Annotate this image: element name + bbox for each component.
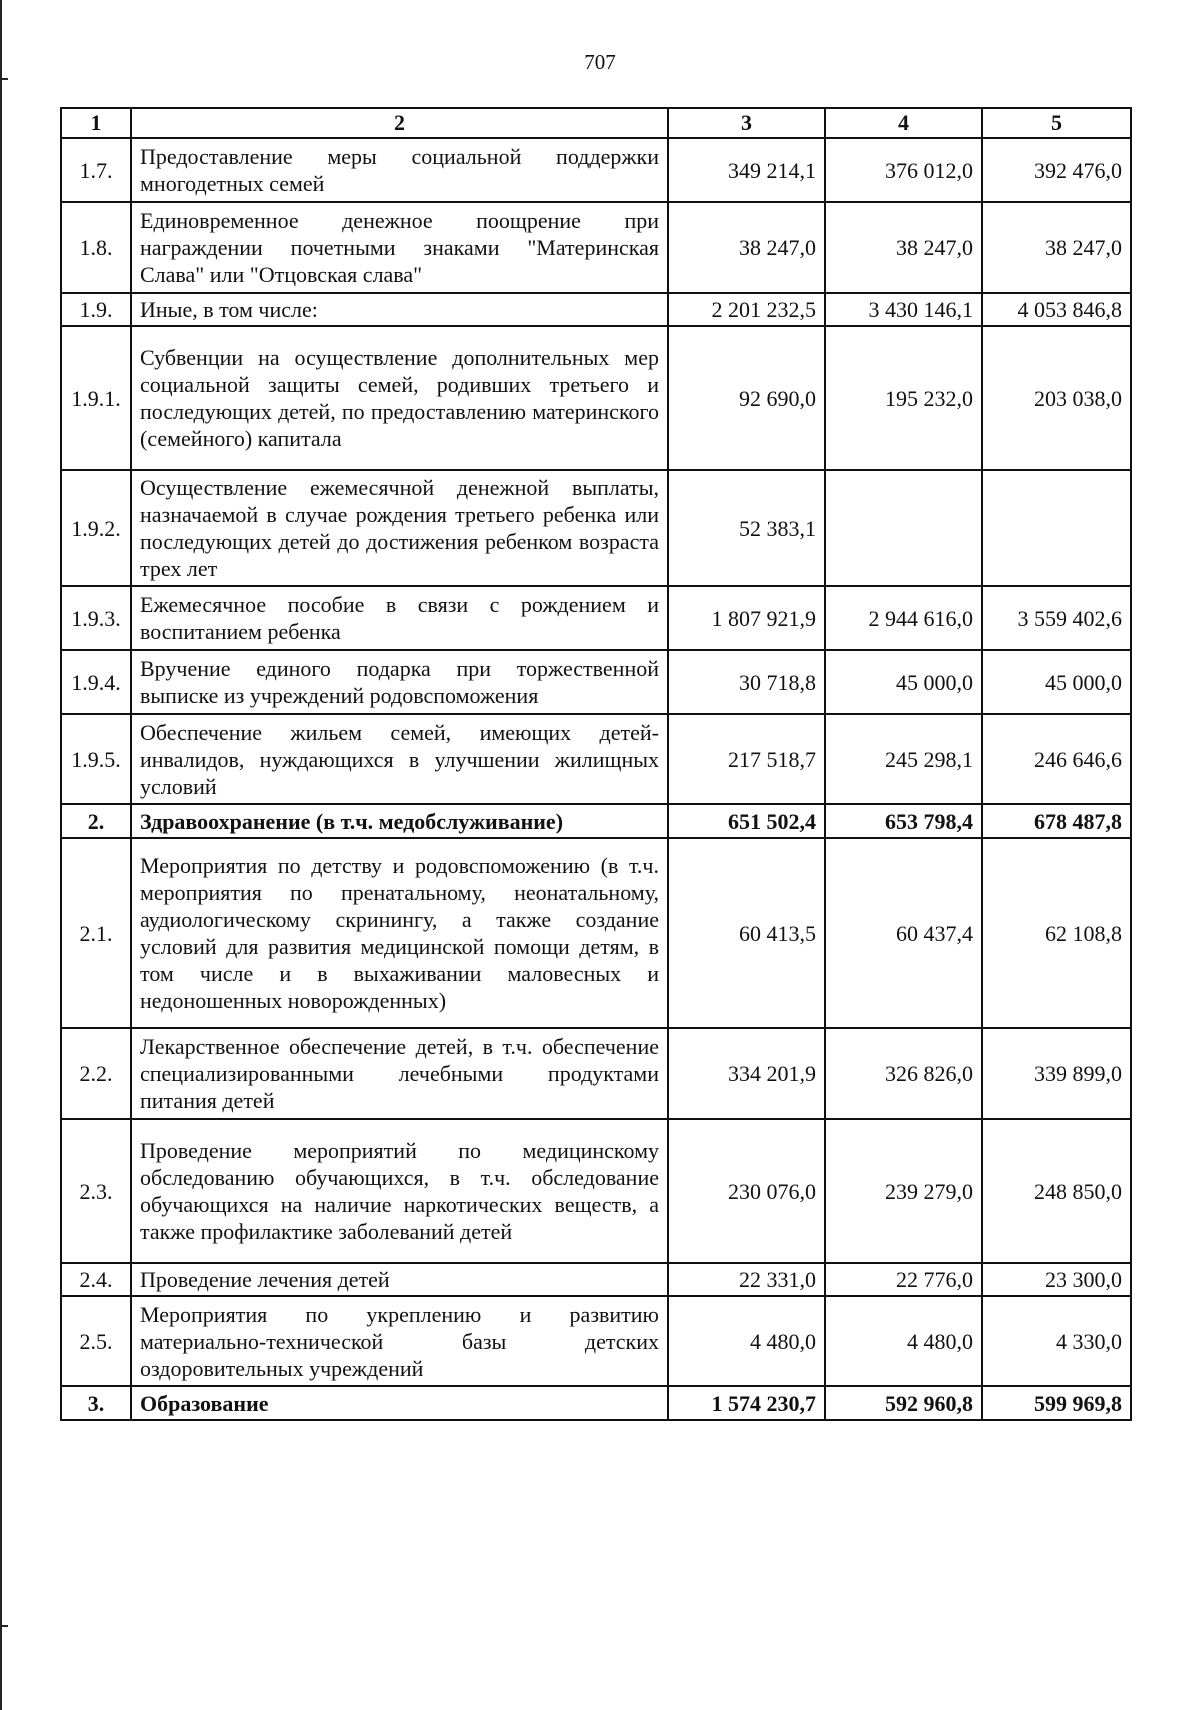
row-description: Единовременное денежное поощрение при награждении почетными знаками "Материнская Слава" или "Отцовская слава" xyxy=(131,202,668,293)
row-number: 1.8. xyxy=(61,202,131,293)
row-number: 2.2. xyxy=(61,1028,131,1119)
row-description: Проведение лечения детей xyxy=(131,1263,668,1296)
value-col-4: 2 944 616,0 xyxy=(825,586,982,650)
column-header: 1 xyxy=(61,108,131,138)
table-row xyxy=(61,838,1131,1028)
table-row xyxy=(61,1028,1131,1119)
table-row xyxy=(61,650,1131,714)
value-col-5: 23 300,0 xyxy=(982,1263,1131,1296)
value-col-3: 60 413,5 xyxy=(668,838,825,1028)
row-description: Обеспечение жильем семей, имеющих детей-инвалидов, нуждающихся в улучшении жилищных условий xyxy=(131,714,668,804)
row-number: 1.9.1. xyxy=(61,326,131,470)
value-col-4: 239 279,0 xyxy=(825,1119,982,1263)
value-col-4: 592 960,8 xyxy=(825,1386,982,1420)
value-col-4: 245 298,1 xyxy=(825,714,982,804)
row-number: 1.9.5. xyxy=(61,714,131,804)
row-number: 2.4. xyxy=(61,1263,131,1296)
table-row xyxy=(61,1386,1131,1420)
column-header: 4 xyxy=(825,108,982,138)
row-description: Образование xyxy=(131,1386,668,1420)
value-col-3: 1 574 230,7 xyxy=(668,1386,825,1420)
value-col-3: 230 076,0 xyxy=(668,1119,825,1263)
budget-table xyxy=(60,107,1132,1421)
value-col-4: 653 798,4 xyxy=(825,804,982,838)
column-header: 5 xyxy=(982,108,1131,138)
value-col-5 xyxy=(982,470,1131,586)
scan-edge xyxy=(0,0,2,1710)
table-row xyxy=(61,804,1131,838)
scan-mark xyxy=(0,1625,8,1627)
value-col-4 xyxy=(825,470,982,586)
value-col-3: 4 480,0 xyxy=(668,1296,825,1386)
value-col-5: 203 038,0 xyxy=(982,326,1131,470)
value-col-4: 22 776,0 xyxy=(825,1263,982,1296)
table-row xyxy=(61,470,1131,586)
row-description: Осуществление ежемесячной денежной выплаты, назначаемой в случае рождения третьего ребенка или последующих детей до достижения ребенком возраста трех лет xyxy=(131,470,668,586)
value-col-4: 195 232,0 xyxy=(825,326,982,470)
value-col-4: 326 826,0 xyxy=(825,1028,982,1119)
scan-mark xyxy=(0,78,8,80)
value-col-3: 1 807 921,9 xyxy=(668,586,825,650)
value-col-5: 678 487,8 xyxy=(982,804,1131,838)
value-col-3: 349 214,1 xyxy=(668,138,825,202)
row-description: Мероприятия по укреплению и развитию материально-технической базы детских оздоровительных учреждений xyxy=(131,1296,668,1386)
row-number: 2. xyxy=(61,804,131,838)
row-number: 2.5. xyxy=(61,1296,131,1386)
table-header-row xyxy=(61,108,1131,138)
row-description: Предоставление меры социальной поддержки многодетных семей xyxy=(131,138,668,202)
value-col-5: 38 247,0 xyxy=(982,202,1131,293)
table-row xyxy=(61,202,1131,293)
value-col-5: 4 053 846,8 xyxy=(982,293,1131,326)
table-row xyxy=(61,714,1131,804)
page-number: 707 xyxy=(584,50,616,74)
value-col-5: 3 559 402,6 xyxy=(982,586,1131,650)
value-col-3: 2 201 232,5 xyxy=(668,293,825,326)
table-row xyxy=(61,1296,1131,1386)
table-body xyxy=(61,108,1131,1420)
value-col-5: 599 969,8 xyxy=(982,1386,1131,1420)
value-col-3: 30 718,8 xyxy=(668,650,825,714)
row-description: Ежемесячное пособие в связи с рождением и воспитанием ребенка xyxy=(131,586,668,650)
row-number: 2.1. xyxy=(61,838,131,1028)
row-description: Иные, в том числе: xyxy=(131,293,668,326)
value-col-5: 339 899,0 xyxy=(982,1028,1131,1119)
value-col-3: 22 331,0 xyxy=(668,1263,825,1296)
table-row xyxy=(61,326,1131,470)
table-row xyxy=(61,1119,1131,1263)
table-row xyxy=(61,586,1131,650)
table-row xyxy=(61,293,1131,326)
value-col-5: 45 000,0 xyxy=(982,650,1131,714)
value-col-3: 92 690,0 xyxy=(668,326,825,470)
row-description: Вручение единого подарка при торжественной выписке из учреждений родовспоможения xyxy=(131,650,668,714)
value-col-4: 45 000,0 xyxy=(825,650,982,714)
column-header: 2 xyxy=(131,108,668,138)
row-description: Проведение мероприятий по медицинскому обследованию обучающихся, в т.ч. обследование обучающихся на наличие наркотических веществ, а также профилактике заболеваний детей xyxy=(131,1119,668,1263)
row-number: 2.3. xyxy=(61,1119,131,1263)
value-col-5: 4 330,0 xyxy=(982,1296,1131,1386)
value-col-4: 4 480,0 xyxy=(825,1296,982,1386)
value-col-4: 38 247,0 xyxy=(825,202,982,293)
value-col-4: 376 012,0 xyxy=(825,138,982,202)
row-number: 1.9.4. xyxy=(61,650,131,714)
row-number: 1.9. xyxy=(61,293,131,326)
row-description: Субвенции на осуществление дополнительных мер социальной защиты семей, родивших третьего и последующих детей, по предоставлению материнского (семейного) капитала xyxy=(131,326,668,470)
value-col-5: 248 850,0 xyxy=(982,1119,1131,1263)
value-col-4: 3 430 146,1 xyxy=(825,293,982,326)
value-col-4: 60 437,4 xyxy=(825,838,982,1028)
table-row xyxy=(61,1263,1131,1296)
value-col-5: 62 108,8 xyxy=(982,838,1131,1028)
row-number: 1.7. xyxy=(61,138,131,202)
value-col-5: 246 646,6 xyxy=(982,714,1131,804)
table-row xyxy=(61,138,1131,202)
value-col-3: 52 383,1 xyxy=(668,470,825,586)
column-header: 3 xyxy=(668,108,825,138)
row-description: Лекарственное обеспечение детей, в т.ч. обеспечение специализированными лечебными продуктами питания детей xyxy=(131,1028,668,1119)
value-col-3: 651 502,4 xyxy=(668,804,825,838)
value-col-5: 392 476,0 xyxy=(982,138,1131,202)
row-number: 1.9.3. xyxy=(61,586,131,650)
value-col-3: 334 201,9 xyxy=(668,1028,825,1119)
row-description: Мероприятия по детству и родовспоможению (в т.ч. мероприятия по пренатальному, неонатальному, аудиологическому скринингу, а также создание условий для развития медицинской помощи детям, в том числе и в выхаживании маловесных и недоношенных новорожденных) xyxy=(131,838,668,1028)
row-number: 1.9.2. xyxy=(61,470,131,586)
row-description: Здравоохранение (в т.ч. медобслуживание) xyxy=(131,804,668,838)
row-number: 3. xyxy=(61,1386,131,1420)
value-col-3: 217 518,7 xyxy=(668,714,825,804)
value-col-3: 38 247,0 xyxy=(668,202,825,293)
